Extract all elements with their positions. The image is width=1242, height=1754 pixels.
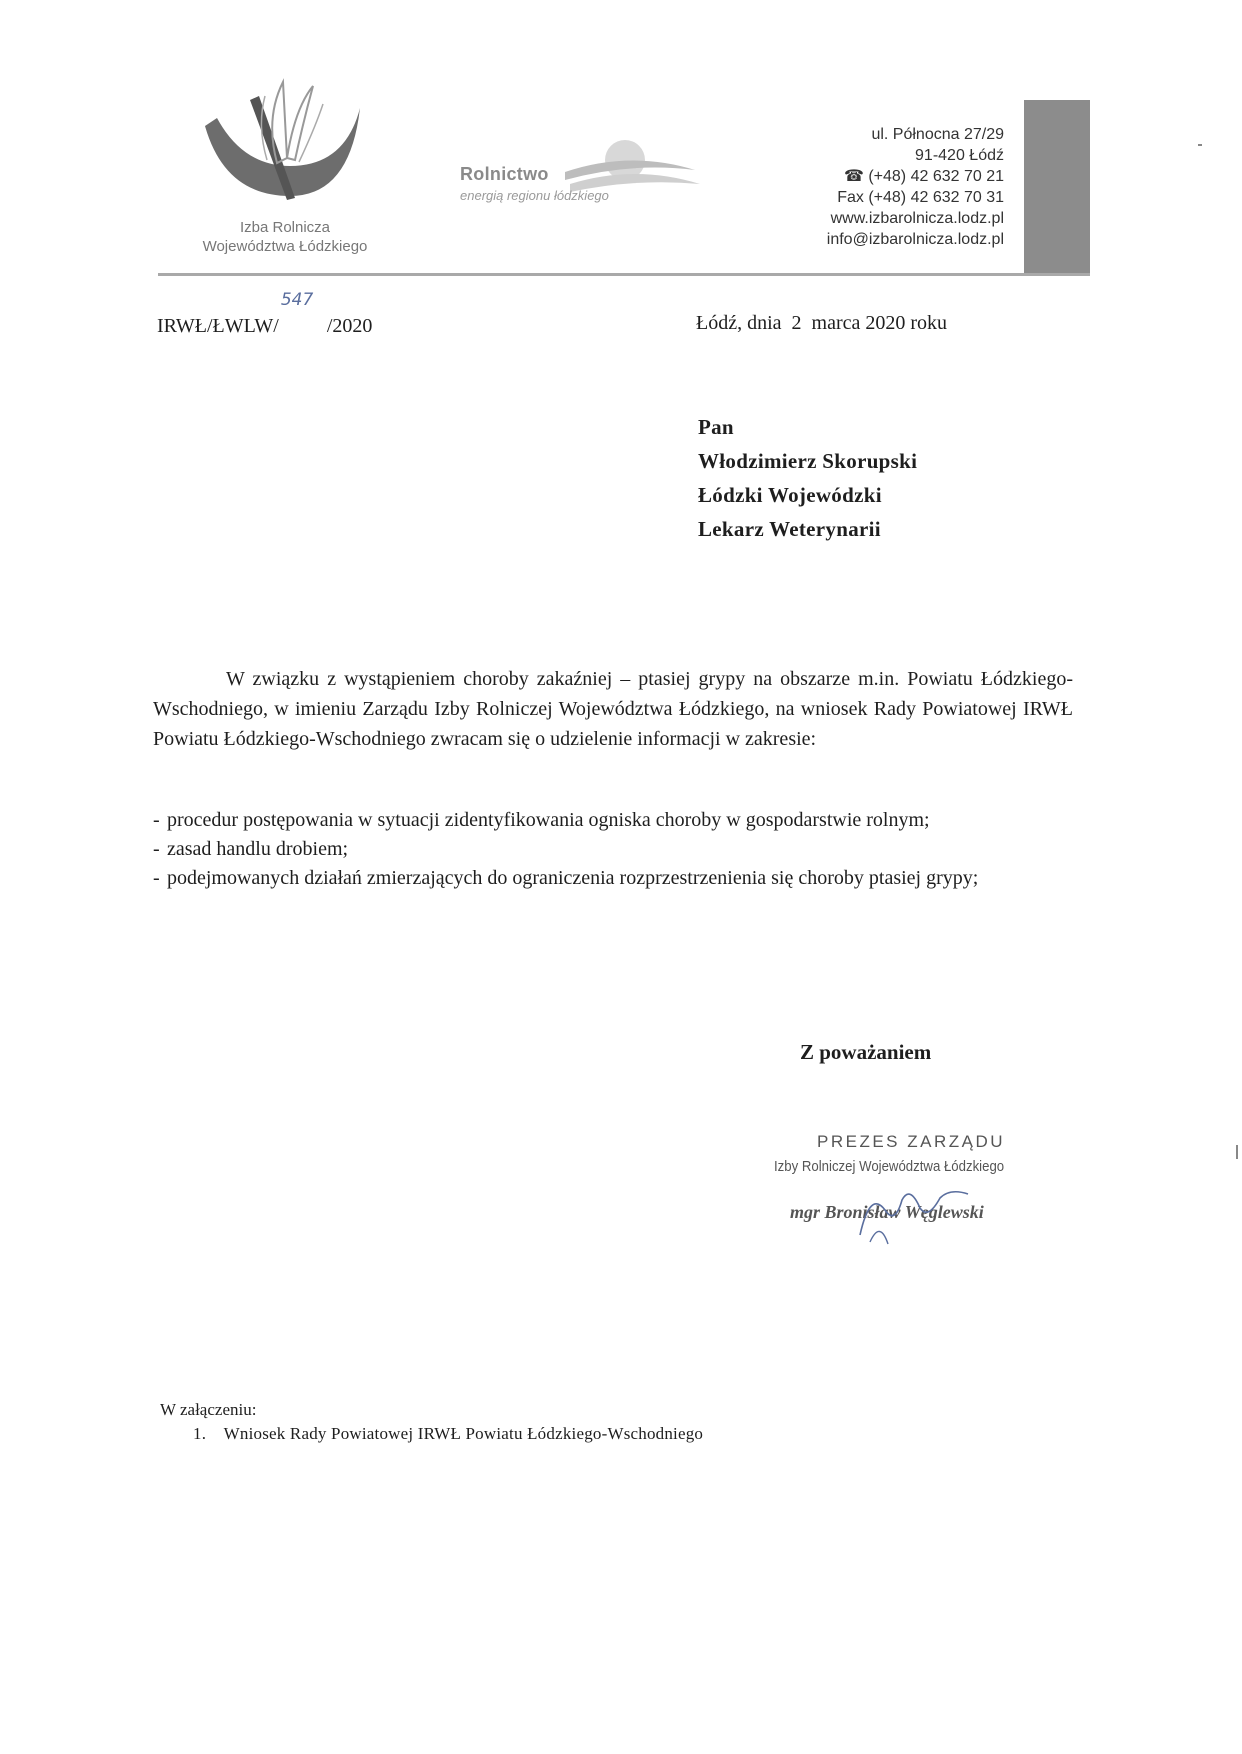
phone-icon: ☎	[843, 168, 869, 185]
attachments-label: W załączeniu:	[160, 1400, 257, 1419]
handwritten-signature-icon	[840, 1180, 990, 1250]
contact-www: www.izbarolnicza.lodz.pl	[830, 210, 1004, 227]
contact-street: ul. Północna 27/29	[871, 126, 1004, 143]
contact-city: 91-420 Łódź	[915, 147, 1004, 164]
recipient-line2: Włodzimierz Skorupski	[698, 449, 918, 473]
list-item-text: procedur postępowania w sytuacji zidentyfikowania ogniska choroby w gospodarstwie rolnym;	[167, 809, 930, 831]
list-item	[153, 806, 1073, 835]
recipient-line1: Pan	[698, 415, 734, 439]
recipient-line4: Lekarz Weterynarii	[698, 517, 881, 541]
scan-speck	[1198, 144, 1202, 146]
list-bullet: -	[153, 809, 160, 831]
signature-title: PREZES ZARZĄDU	[817, 1132, 1006, 1151]
reference-suffix: /2020	[326, 315, 373, 337]
contact-phone-row	[827, 166, 1004, 187]
rolnictwo-logo-subtitle: energią regionu łódzkiego	[460, 188, 609, 203]
reference-handwritten-slot	[279, 290, 327, 332]
date-line: Łódź, dnia 2 marca 2020 roku	[696, 312, 948, 334]
header-divider	[158, 273, 1090, 276]
chamber-logo-icon	[195, 78, 375, 218]
request-list	[153, 806, 1073, 893]
contact-email: info@izbarolnicza.lodz.pl	[826, 231, 1004, 248]
recipient-block	[698, 410, 917, 546]
list-item	[153, 835, 1073, 864]
logo-caption-line1: Izba Rolnicza	[239, 219, 331, 236]
reference-handwritten-number: 547	[280, 290, 314, 310]
signature-organization: Izby Rolniczej Województwa Łódzkiego	[774, 1158, 1005, 1175]
logo-caption-line2: Województwa Łódzkiego	[202, 238, 368, 255]
reference-number	[157, 290, 373, 338]
signature-name: mgr Bronisław Węglewski	[790, 1202, 984, 1222]
contact-block	[827, 124, 1004, 250]
list-item	[153, 864, 1073, 893]
letter-body	[153, 664, 1073, 754]
chamber-logo-caption	[170, 218, 400, 256]
rolnictwo-logo-title: Rolnictwo	[460, 164, 549, 184]
attachment-item: 1. Wniosek Rady Powiatowej IRWŁ Powiatu Łódzkiego-Wschodniego	[193, 1424, 704, 1443]
list-bullet: -	[153, 838, 160, 860]
closing-phrase: Z poważaniem	[800, 1040, 932, 1064]
contact-fax: Fax (+48) 42 632 70 31	[837, 189, 1004, 206]
body-paragraph: W związku z wystąpieniem choroby zakaźniej – ptasiej grypy na obszarze m.in. Powiatu Łódzkiego-Wschodniego, w imieniu Zarządu Izby Rolniczej Województwa Łódzkiego, na wniosek Rady Powiatowej IRWŁ Powiatu Łódzkiego-Wschodniego zwracam się o udzielenie informacji w zakresie:	[153, 668, 1073, 750]
list-item-text: podejmowanych działań zmierzających do ograniczenia rozprzestrzenienia się choroby ptasiej grypy;	[167, 867, 979, 889]
recipient-line3: Łódzki Wojewódzki	[698, 483, 882, 507]
scan-speck	[1236, 1145, 1238, 1159]
reference-prefix: IRWŁ/ŁWLW/	[157, 315, 279, 337]
header-grey-bar	[1024, 100, 1090, 274]
list-bullet: -	[153, 867, 160, 889]
contact-phone: (+48) 42 632 70 21	[868, 168, 1004, 185]
list-item-text: zasad handlu drobiem;	[167, 838, 349, 860]
